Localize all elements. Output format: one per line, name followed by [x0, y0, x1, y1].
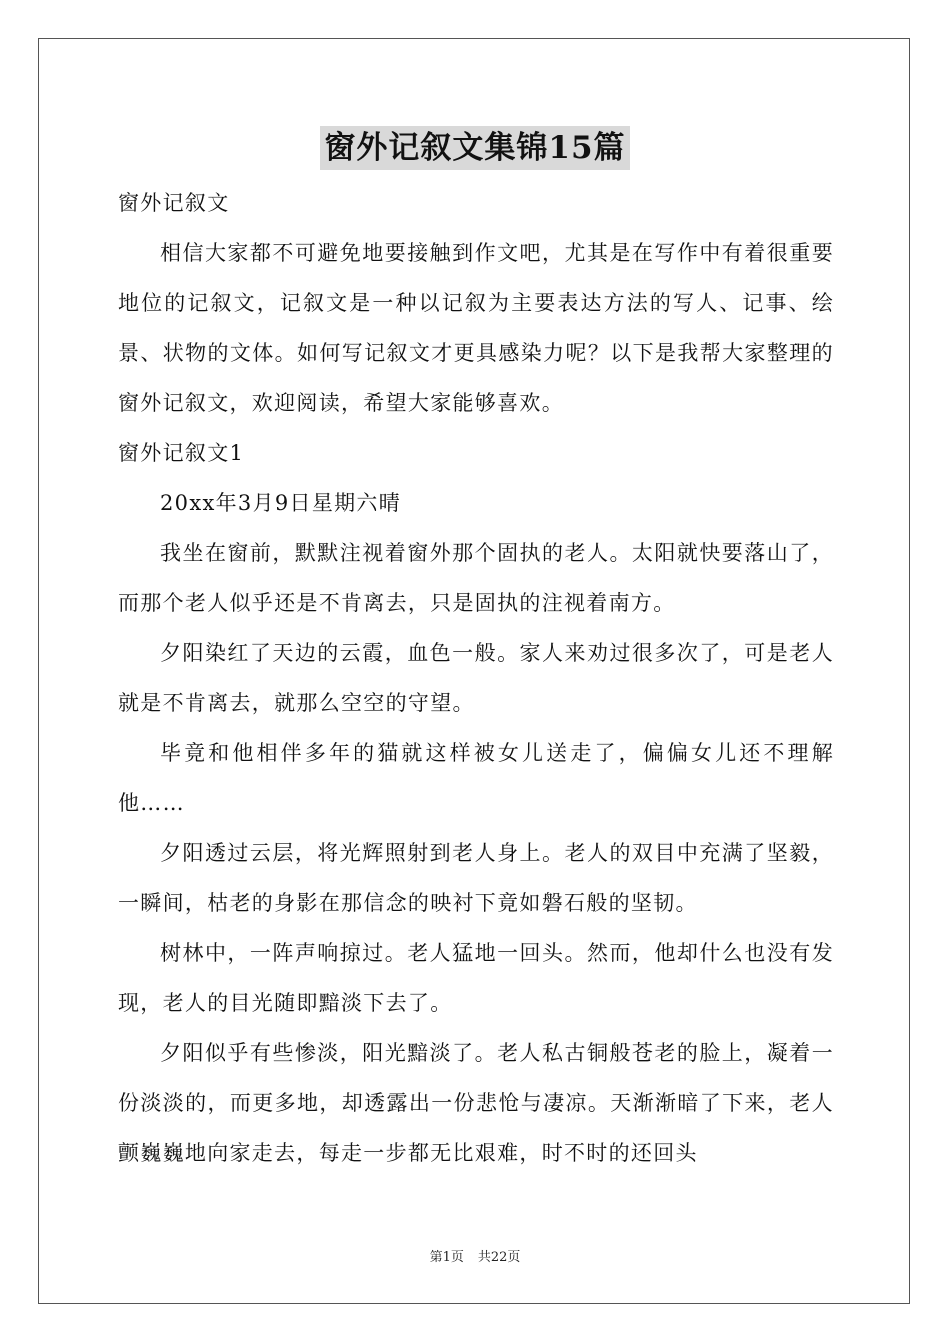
intro-paragraph: 相信大家都不可避免地要接触到作文吧，尤其是在写作中有着很重要地位的记叙文，记叙文是一种以记叙为主要表达方法的写人、记事、绘景、状物的文体。如何写记叙文才更具感染力呢？以下是我帮大家整理的窗外记叙文，欢迎阅读，希望大家能够喜欢。	[118, 241, 834, 415]
body-paragraph: 夕阳染红了天边的云霞，血色一般。家人来劝过很多次了，可是老人就是不肯离去，就那么空空的守望。	[118, 641, 834, 715]
section-heading: 窗外记叙文1	[118, 441, 245, 465]
body-paragraph: 夕阳似乎有些惨淡，阳光黯淡了。老人私古铜般苍老的脸上，凝着一份淡淡的，而更多地，却透露出一份悲怆与凄凉。天渐渐暗了下来，老人颤巍巍地向家走去，每走一步都无比艰难，时不时的还回头	[118, 1041, 834, 1165]
body-paragraph: 夕阳透过云层，将光辉照射到老人身上。老人的双目中充满了坚毅，一瞬间，枯老的身影在那信念的映衬下竟如磐石般的坚韧。	[118, 841, 834, 915]
title-container	[0, 126, 950, 170]
document-title: 窗外记叙文集锦15篇	[320, 126, 629, 170]
date-line: 20xx年3月9日星期六晴	[160, 491, 402, 515]
page-total: 共22页	[477, 1250, 521, 1265]
body-paragraph: 树林中，一阵声响掠过。老人猛地一回头。然而，他却什么也没有发现，老人的目光随即黯淡下去了。	[118, 941, 834, 1015]
section-heading: 窗外记叙文	[118, 191, 230, 215]
page-footer	[0, 1246, 950, 1265]
body-paragraph: 我坐在窗前，默默注视着窗外那个固执的老人。太阳就快要落山了，而那个老人似乎还是不肯离去，只是固执的注视着南方。	[118, 541, 834, 615]
document-body	[118, 178, 834, 1178]
body-paragraph: 毕竟和他相伴多年的猫就这样被女儿送走了，偏偏女儿还不理解他……	[118, 741, 834, 815]
page-number: 第1页	[429, 1250, 464, 1265]
